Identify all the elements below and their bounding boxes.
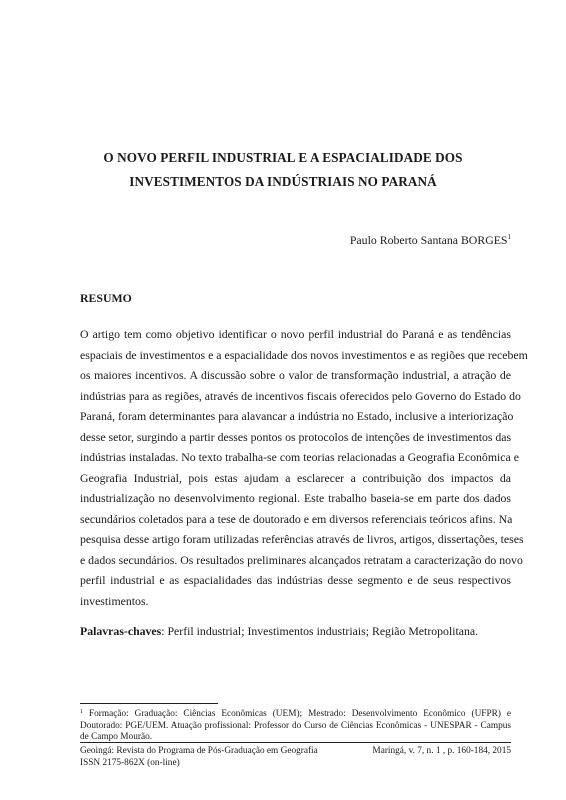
keywords-label: Palavras-chaves <box>80 624 162 638</box>
abstract-line: indústrias instaladas. No texto trabalha-se com teorias relacionadas a Geografia Econômica e <box>80 450 519 464</box>
footnote-divider <box>80 703 218 704</box>
footnote <box>80 709 511 744</box>
abstract-line: pesquisa desse artigo foram utilizadas referências através de livros, artigos, dissertações, teses <box>80 532 524 546</box>
footnote-marker: 1 <box>80 709 83 715</box>
abstract-body <box>80 324 528 611</box>
author-footnote-ref[interactable]: 1 <box>507 233 511 241</box>
abstract-line: perfil industrial e as espacialidades das indústrias desse segmento e de seus respectivos <box>80 573 511 587</box>
abstract-line: Paraná, foram determinantes para alavancar a indústria no Estado, inclusive a interiorização <box>80 409 514 423</box>
abstract-line: espaciais de investimentos e a espacialidade dos novos investimentos e as regiões que recebem <box>80 347 528 362</box>
footer-issn: ISSN 2175-862X (on-line) <box>80 758 180 768</box>
footer-divider <box>80 742 511 743</box>
abstract-heading: RESUMO <box>80 291 132 305</box>
keywords-text: : Perfil industrial; Investimentos industriais; Região Metropolitana. <box>161 624 479 638</box>
abstract-line: e dados secundários. Os resultados preliminares alcançados retratam a caracterização do novo <box>80 552 523 567</box>
keywords <box>80 624 478 639</box>
abstract-line: indústrias para as regiões, através de incentivos fiscais oferecidos pelo Governo do Estado do <box>80 388 521 403</box>
abstract-line: os maiores incentivos. A discussão sobre o valor de transformação industrial, a atração de <box>80 368 511 382</box>
title-line-2: INVESTIMENTOS DA INDÚSTRIAIS NO PARANÁ <box>129 174 437 189</box>
abstract-line: secundários coletados para a tese de doutorado e em diversos referenciais teóricos afins. Na <box>80 511 513 526</box>
footnote-line-3: de Campo Mourão. <box>80 732 153 742</box>
abstract-line: O artigo tem como objetivo identificar o novo perfil industrial do Paraná e as tendências <box>80 327 511 341</box>
footnote-line-1: $^1$ Formação: Graduação: Ciências Econômicas (UEM); Mestrado: Desenvolvimento Econômico (UFPR) e <box>80 709 511 719</box>
author-name: Paulo Roberto Santana BORGES <box>349 233 508 247</box>
footnote-line-2: Doutorado: PGE/UEM. Atuação profissional: Professor do Curso de Ciências Econômicas - UNESPAR - Campus <box>80 720 511 731</box>
abstract-line: desse setor, surgindo a partir desses pontos os protocolos de intenções de investimentos das <box>80 429 512 444</box>
abstract-line: industrialização no desenvolvimento regional. Este trabalho baseia-se em parte dos dados <box>80 491 511 505</box>
footer-journal-info <box>80 745 318 769</box>
abstract-line: investimentos. <box>80 593 149 608</box>
footer-journal: Geoingá: Revista do Programa de Pós-Graduação em Geografia <box>80 746 318 756</box>
footer-citation: Maringá, v. 7, n. 1 , p. 160-184, 2015 <box>372 746 511 756</box>
title-line-1: O NOVO PERFIL INDUSTRIAL E A ESPACIALIDADE DOS <box>103 150 463 165</box>
article-title <box>60 146 506 194</box>
abstract-line: Geografia Industrial, pois estas ajudam a esclarecer a contribuição dos impactos da <box>80 470 511 485</box>
author-byline <box>350 233 511 248</box>
